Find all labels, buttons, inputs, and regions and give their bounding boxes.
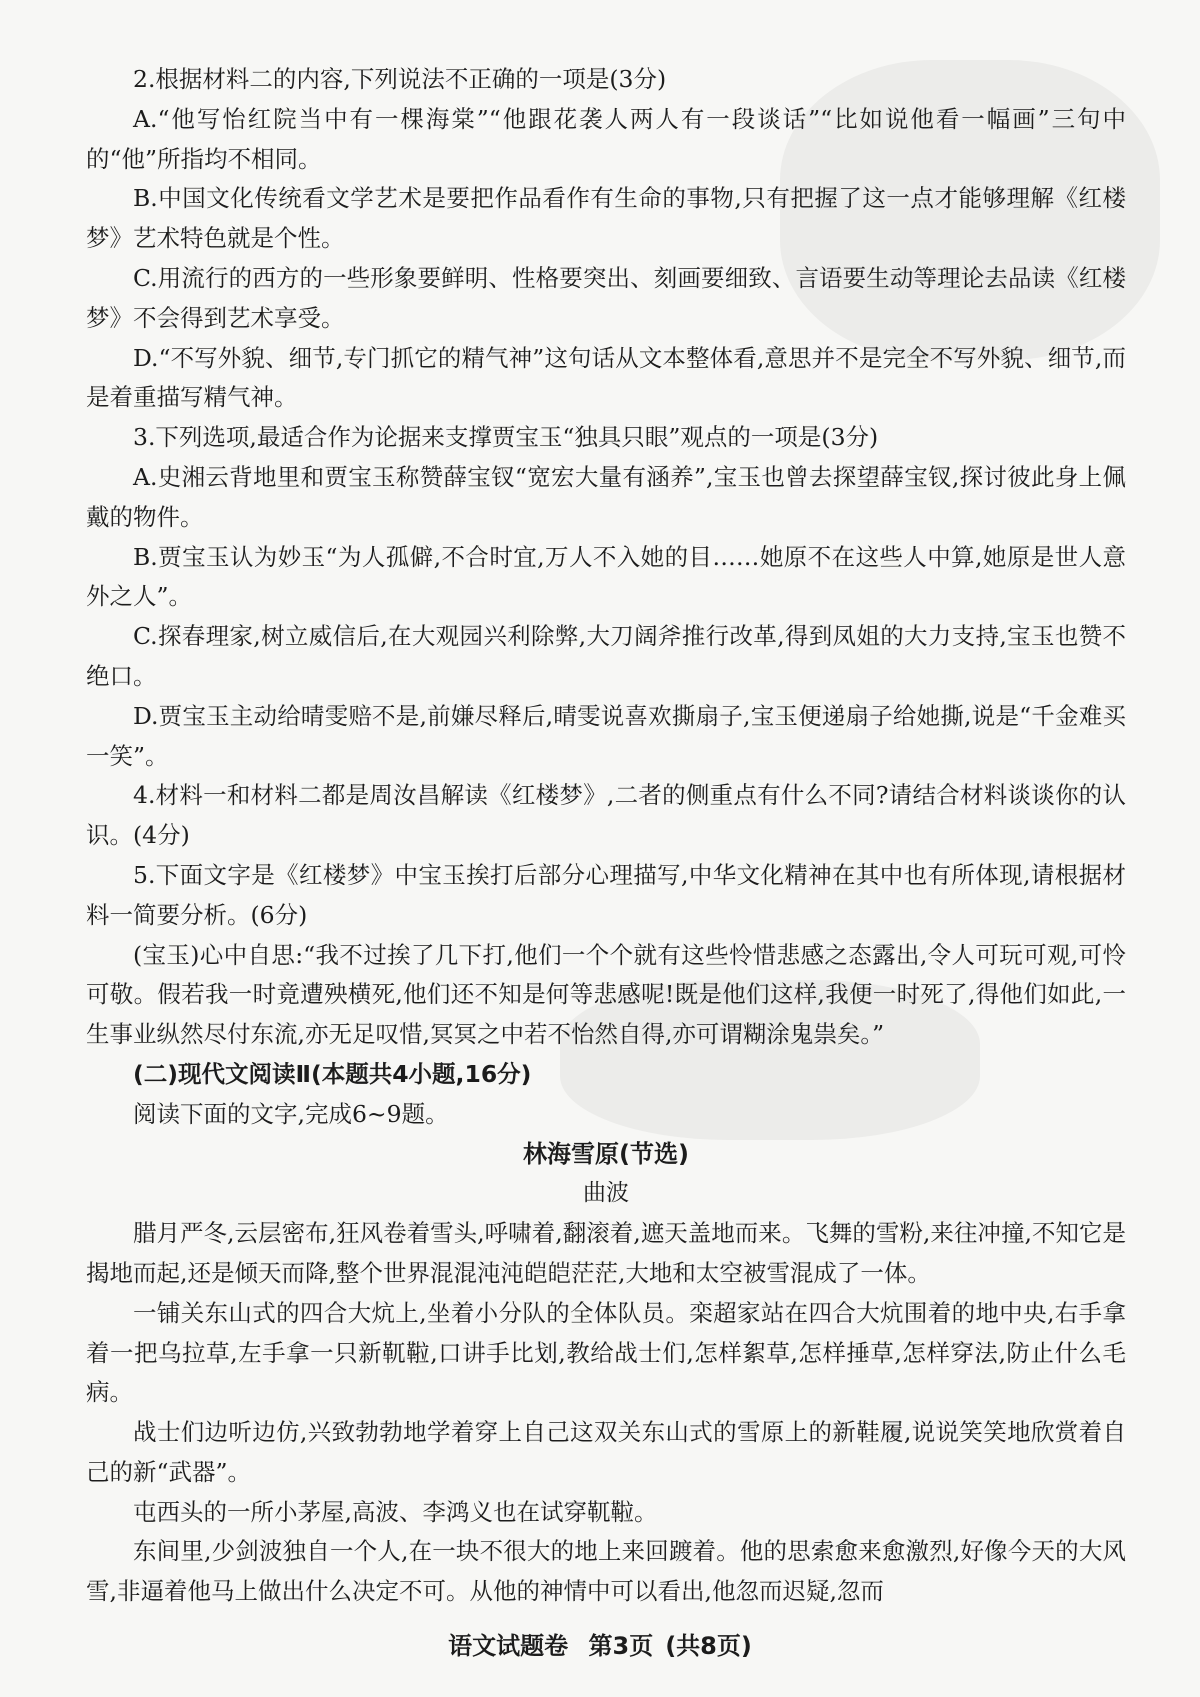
page-content — [86, 60, 1126, 1612]
q2-option-a: A.“他写怡红院当中有一棵海棠”“他跟花袭人两人有一段谈话”“比如说他看一幅画”三句中的“他”所指均不相同。 — [86, 104, 1126, 173]
q3-option-b: B.贾宝玉认为妙玉“为人孤僻,不合时宜,万人不入她的目……她原不在这些人中算,她原是世人意外之人”。 — [86, 542, 1126, 611]
footer-subject: 语文试题卷 — [448, 1632, 569, 1660]
passage-paragraph: 战士们边听边仿,兴致勃勃地学着穿上自己这双关东山式的雪原上的新鞋履,说说笑笑地欣赏着自己的新“武器”。 — [86, 1418, 1126, 1486]
q5-quote: (宝玉)心中自思:“我不过挨了几下打,他们一个个就有这些怜惜悲感之态露出,令人可玩可观,可怜可敬。假若我一时竟遭殃横死,他们还不知是何等悲感呢!既是他们这样,我便一时死了,得他们如此,一生事业纵然尽付东流,亦无足叹惜,冥冥之中若不怡然自得,亦可谓糊涂鬼祟矣。” — [86, 940, 1126, 1049]
q5-question: 5.下面文字是《红楼梦》中宝玉挨打后部分心理描写,中华文化精神在其中也有所体现,请根据材料一简要分析。(6分) — [86, 860, 1126, 929]
passage-paragraph: 一铺关东山式的四合大炕上,坐着小分队的全体队员。栾超家站在四合大炕围着的地中央,右手拿着一把乌拉草,左手拿一只新靰鞡,口讲手比划,教给战士们,怎样絮草,怎样捶草,怎样穿法,防止什么毛病。 — [86, 1298, 1126, 1407]
q3-option-c: C.探春理家,树立威信后,在大观园兴利除弊,大刀阔斧推行改革,得到凤姐的大力支持,宝玉也赞不绝口。 — [86, 622, 1126, 690]
q2-option-c: C.用流行的西方的一些形象要鲜明、性格要突出、刻画要细致、言语要生动等理论去品读《红楼梦》不会得到艺术享受。 — [86, 263, 1126, 332]
section-heading: (二)现代文阅读Ⅱ(本题共4小题,16分) — [133, 1059, 532, 1088]
passage-author: 曲波 — [583, 1180, 629, 1207]
q2-option-b: B.中国文化传统看文学艺术是要把作品看作有生命的事物,只有把握了这一点才能够理解《红楼梦》艺术特色就是个性。 — [86, 184, 1126, 253]
passage-paragraph: 腊月严冬,云层密布,狂风卷着雪头,呼啸着,翻滚着,遮天盖地而来。飞舞的雪粉,来往冲撞,不知它是揭地而起,还是倾天而降,整个世界混混沌沌皑皑茫茫,大地和太空被雪混成了一体。 — [86, 1219, 1126, 1287]
page-footer — [0, 1626, 1200, 1661]
q2-stem: 2.根据材料二的内容,下列说法不正确的一项是(3分) — [133, 65, 667, 93]
footer-page-total: (共8页) — [665, 1632, 752, 1660]
passage-title: 林海雪原(节选) — [523, 1139, 689, 1168]
passage-paragraph: 东间里,少剑波独自一个人,在一块不很大的地上来回踱着。他的思索愈来愈激烈,好像今天的大风雪,非逼着他马上做出什么决定不可。从他的神情中可以看出,他忽而迟疑,忽而 — [86, 1537, 1126, 1606]
q2-option-d: D.“不写外貌、细节,专门抓它的精气神”这句话从文本整体看,意思并不是完全不写外貌、细节,而是着重描写精气神。 — [86, 343, 1126, 412]
passage-paragraph: 屯西头的一所小茅屋,高波、李鸿义也在试穿靰鞡。 — [133, 1497, 658, 1526]
q3-option-d: D.贾宝玉主动给晴雯赔不是,前嫌尽释后,晴雯说喜欢撕扇子,宝玉便递扇子给她撕,说是“千金难买一笑”。 — [86, 701, 1126, 770]
q3-stem: 3.下列选项,最适合作为论据来支撑贾宝玉“独具只眼”观点的一项是(3分) — [133, 423, 879, 452]
q4-question: 4.材料一和材料二都是周汝昌解读《红楼梦》,二者的侧重点有什么不同?请结合材料谈谈你的认识。(4分) — [86, 781, 1126, 850]
reading-instruction: 阅读下面的文字,完成6~9题。 — [133, 1099, 449, 1128]
footer-page-number: 第3页 — [588, 1632, 654, 1660]
q3-option-a: A.史湘云背地里和贾宝玉称赞薛宝钗“宽宏大量有涵养”,宝玉也曾去探望薛宝钗,探讨彼此身上佩戴的物件。 — [86, 462, 1126, 531]
